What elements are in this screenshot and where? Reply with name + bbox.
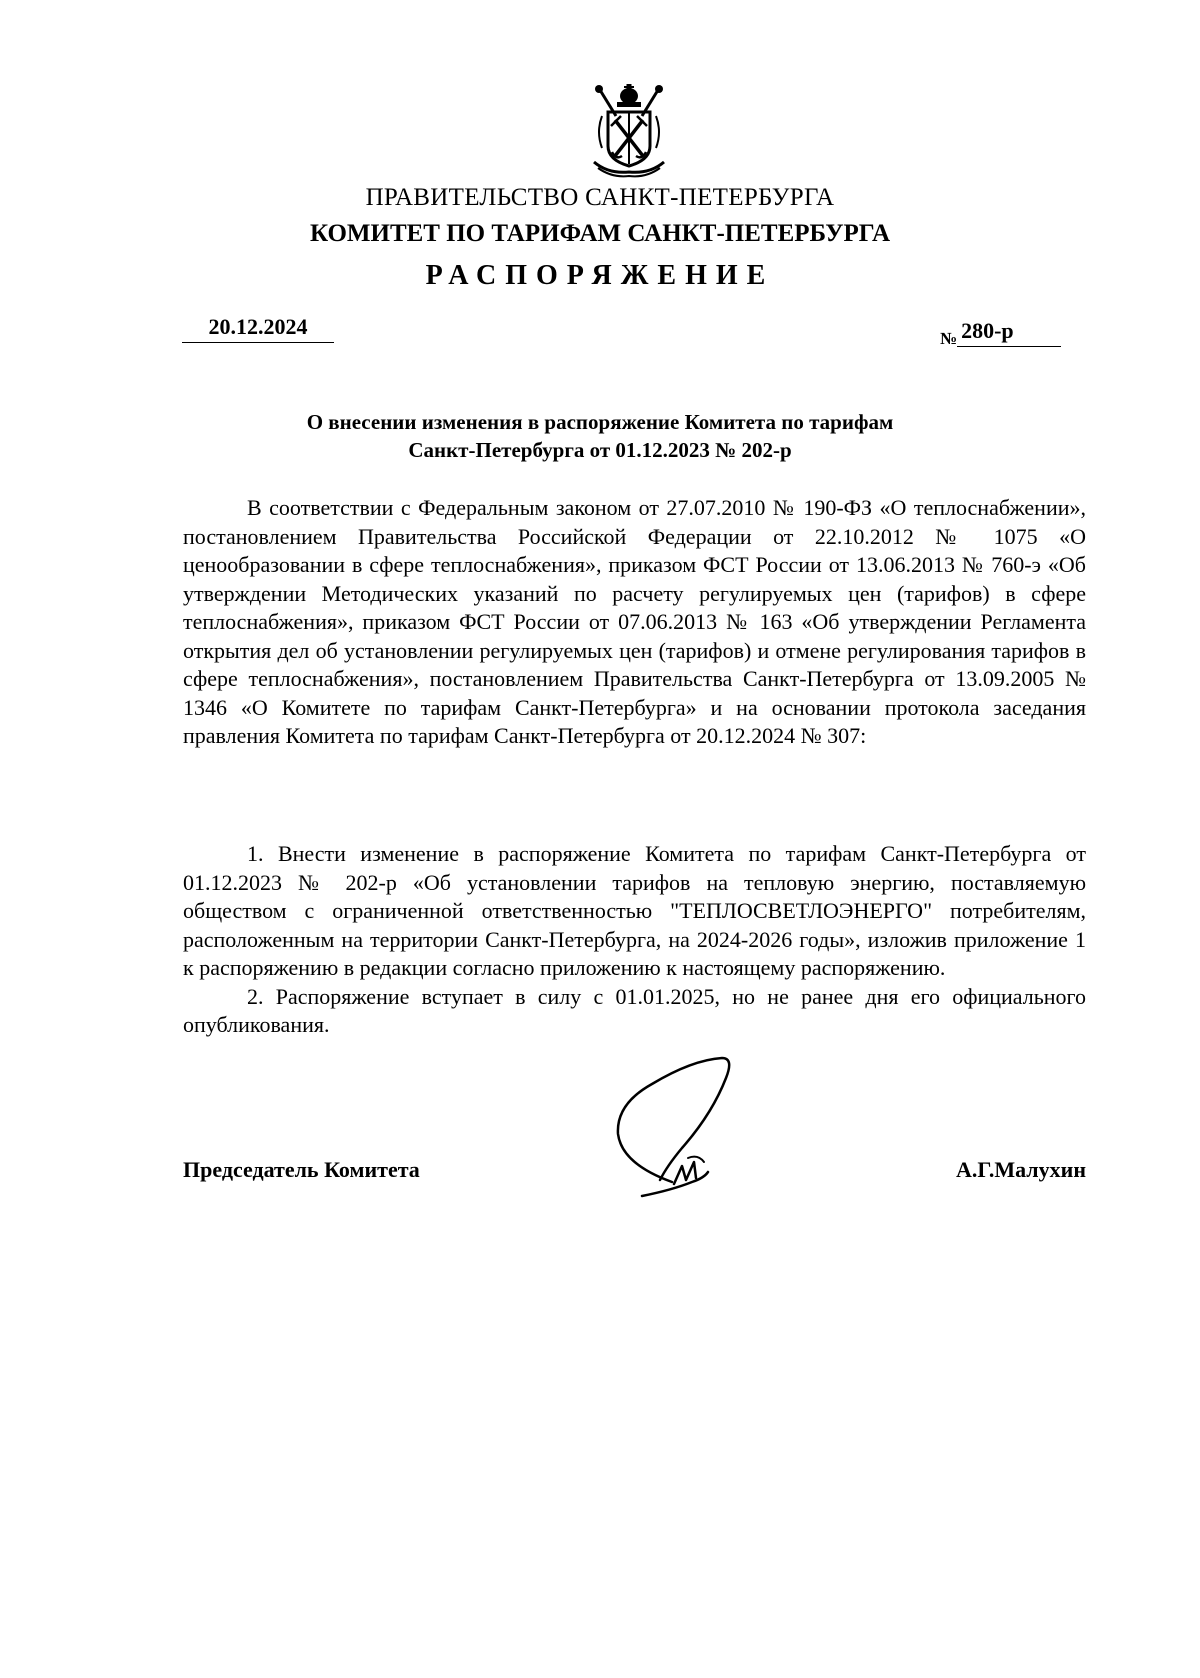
document-number-field bbox=[940, 318, 1061, 349]
signatory-title: Председатель Комитета bbox=[183, 1157, 420, 1182]
government-name: ПРАВИТЕЛЬСТВО САНКТ-ПЕТЕРБУРГА bbox=[365, 184, 835, 211]
coat-of-arms-icon bbox=[588, 82, 670, 180]
handwritten-signature-icon bbox=[612, 1054, 742, 1204]
order-item-1: 1. Внести изменение в распоряжение Комитета по тарифам Санкт-Петербурга от 01.12.2023 № 202-р «Об установлении тарифов на тепловую энергию, поставляемую обществом с ограниченной ответственностью "ТЕПЛОСВЕТЛОЭНЕРГО" потребителям, расположенным на территории Санкт-Петербурга, на 2024-2026 годы», изложив приложение 1 к распоряжению в редакции согласно приложению к настоящему распоряжению. bbox=[183, 841, 1086, 980]
preamble-paragraph: В соответствии с Федеральным законом от 27.07.2010 № 190-ФЗ «О теплоснабжении», постановлением Правительства Российской Федерации от 22.10.2012 № 1075 «О ценообразовании в сфере теплоснабжения», приказом ФСТ России от 13.06.2013 № 760-э «Об утверждении Методических указаний по расчету регулируемых цен (тарифов) в сфере теплоснабжения», приказом ФСТ России от 07.06.2013 № 163 «Об утверждении Регламента открытия дел об установлении регулируемых цен (тарифов) и отмене регулирования тарифов в сфере теплоснабжения», постановлением Правительства Санкт-Петербурга от 13.09.2005 № 1346 «О Комитете по тарифам Санкт-Петербурга» и на основании протокола заседания правления Комитета по тарифам Санкт-Петербурга от 20.12.2024 № 307: bbox=[183, 495, 1086, 748]
signatory-name: А.Г.Малухин bbox=[955, 1157, 1086, 1182]
committee-name: КОМИТЕТ ПО ТАРИФАМ САНКТ-ПЕТЕРБУРГА bbox=[309, 220, 891, 247]
document-type: РАСПОРЯЖЕНИЕ bbox=[425, 260, 775, 291]
document-date: 20.12.2024 bbox=[182, 314, 334, 343]
ordering-block bbox=[183, 840, 1086, 1040]
document-number: 280-р bbox=[957, 318, 1061, 347]
document-subject bbox=[0, 408, 1200, 464]
subject-line-2: Санкт-Петербурга от 01.12.2023 № 202-р bbox=[408, 438, 792, 462]
subject-line-1: О внесении изменения в распоряжение Комитета по тарифам bbox=[306, 410, 894, 434]
number-sign: № bbox=[940, 329, 958, 348]
preamble-block bbox=[183, 494, 1086, 751]
order-item-2: 2. Распоряжение вступает в силу с 01.01.2025, но не ранее дня его официального опубликования. bbox=[183, 983, 1086, 1037]
